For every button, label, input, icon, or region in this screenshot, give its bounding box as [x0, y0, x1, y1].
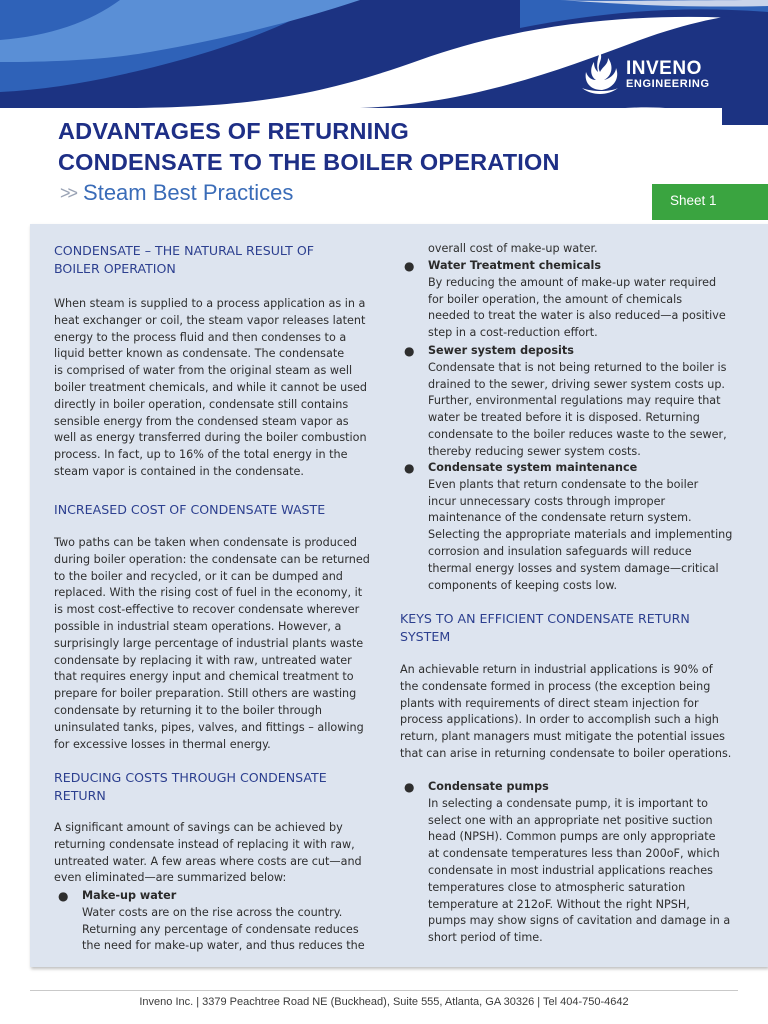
heading-line: KEYS TO AN EFFICIENT CONDENSATE RETURN	[400, 611, 690, 626]
text-line: return, plant managers must mitigate the potential issues	[400, 730, 725, 744]
text-line: condensate by returning it to the boiler through	[54, 703, 322, 717]
text-line: Selecting the appropriate materials and implementing	[428, 528, 733, 542]
list-item-make-up-water	[54, 888, 396, 955]
text-line: Water costs are on the rise across the country.	[82, 905, 343, 919]
text-line: surprisingly large percentage of industrial plants waste	[54, 636, 364, 650]
text-line: liquid better known as condensate. The condensate	[54, 347, 345, 361]
chevron-right-double-icon: >>	[60, 182, 76, 203]
heading-line: BOILER OPERATION	[54, 261, 176, 276]
text-line: directly in boiler operation, condensate still contains	[54, 397, 349, 411]
text-line: temperatures close to atmospheric saturation	[428, 880, 686, 894]
section-heading-condensate	[54, 242, 314, 278]
text-line: the condensate formed in process (the exception being	[400, 679, 711, 693]
text-line: during boiler operation: the condensate can be returned	[54, 552, 370, 566]
bullet-icon: ●	[404, 344, 415, 358]
bullet-icon: ●	[404, 259, 415, 273]
text-line: that can arise in returning condensate to boiler operations.	[400, 746, 732, 760]
text-line: overall cost of make-up water.	[428, 242, 598, 255]
text-line: heat exchanger or coil, the steam vapor releases latent	[54, 313, 366, 327]
text-line: Two paths can be taken when condensate is produced	[54, 536, 357, 549]
text-line: short period of time.	[428, 931, 543, 945]
text-line: possible in industrial steam operations. However, a	[54, 619, 342, 633]
paragraph-reducing-costs	[54, 820, 396, 887]
text-line: untreated water. A few areas where costs are cut—and	[54, 854, 362, 868]
text-line: In selecting a condensate pump, it is important to	[428, 796, 709, 810]
bullet-icon: ●	[404, 780, 415, 794]
inveno-logo	[578, 50, 710, 98]
subtitle	[60, 180, 293, 206]
text-line: steam vapor is contained in the condensate.	[54, 464, 304, 478]
sheet-number-badge: Sheet 1	[652, 184, 768, 220]
text-line: uninsulated tanks, pipes, valves, and fittings – allowing	[54, 720, 364, 734]
text-line: at condensate temperatures less than 200oF, which	[428, 847, 720, 861]
text-line: condensate to the boiler reduces waste to the sewer,	[428, 427, 727, 441]
footer-contact: Inveno Inc. | 3379 Peachtree Road NE (Buckhead), Suite 555, Atlanta, GA 30326 | Tel 404-750-4642	[139, 996, 629, 1008]
heading-line: CONDENSATE – THE NATURAL RESULT OF	[54, 243, 315, 258]
text-line: An achievable return in industrial applications is 90% of	[400, 663, 713, 676]
text-line: returning condensate instead of replacing it with raw,	[54, 837, 355, 851]
text-line: maintenance of the condensate return system.	[428, 511, 692, 525]
text-line: process. In fact, up to 16% of the total energy in the	[54, 448, 348, 462]
text-line: incur unnecessary costs through improper	[428, 494, 666, 508]
bullet-title: Condensate pumps	[428, 780, 549, 793]
text-line: replaced. With the rising cost of fuel in the economy, it	[54, 586, 363, 600]
content-panel	[30, 224, 768, 967]
heading-line: SYSTEM	[400, 629, 451, 644]
text-line: the need for make-up water, and thus reduces the	[82, 939, 365, 953]
text-line: sensible energy from the condensed steam vapor as	[54, 414, 349, 428]
list-item-make-up-water-continued	[400, 241, 742, 258]
text-line: process applications). In order to accomplish such a high	[400, 713, 719, 727]
section-heading-waste: INCREASED COST OF CONDENSATE WASTE	[54, 502, 326, 517]
text-line: energy to the process fluid and then condenses to a	[54, 330, 347, 344]
logo-name: INVENO	[626, 57, 702, 79]
text-line: drained to the sewer, driving sewer system costs up.	[428, 377, 725, 391]
paragraph-condensate	[54, 296, 396, 481]
section-heading-keys	[400, 610, 690, 646]
text-line: that requires energy input and chemical treatment to	[54, 670, 354, 684]
logo-tagline: ENGINEERING	[626, 77, 710, 90]
bullet-icon: ●	[404, 461, 415, 475]
section-heading-reducing-costs	[54, 769, 327, 805]
heading-line: RETURN	[54, 788, 106, 803]
text-line: step in a cost-reduction effort.	[428, 326, 598, 340]
text-line: is most cost-effective to recover condensate wherever	[54, 603, 360, 617]
bullet-title: Water Treatment chemicals	[428, 259, 602, 272]
list-item-water-treatment	[400, 258, 742, 342]
paragraph-waste	[54, 535, 396, 753]
heading-line: REDUCING COSTS THROUGH CONDENSATE	[54, 770, 327, 785]
list-item-condensate-maintenance	[400, 460, 742, 594]
page-title	[58, 116, 560, 178]
text-line: water be treated before it is disposed. Returning	[428, 411, 700, 425]
title-panel-corner-graphic	[600, 108, 768, 188]
text-line: head (NPSH). Common pumps are only appropriate	[428, 830, 716, 844]
text-line: Even plants that return condensate to the boiler	[428, 477, 699, 491]
bullet-title: Make-up water	[82, 889, 177, 902]
text-line: for boiler operation, the amount of chemicals	[428, 292, 683, 306]
text-line: even eliminated—are summarized below:	[54, 871, 287, 885]
page-title-line-2: CONDENSATE TO THE BOILER OPERATION	[58, 149, 560, 175]
text-line: thereby reducing sewer system costs.	[428, 444, 641, 458]
list-item-condensate-pumps	[400, 779, 742, 947]
text-line: When steam is supplied to a process application as in a	[54, 297, 366, 310]
text-line: By reducing the amount of make-up water required	[428, 275, 717, 289]
text-line: Further, environmental regulations may require that	[428, 394, 721, 408]
text-line: condensate by replacing it with raw, untreated water	[54, 653, 352, 667]
text-line: condensate in most industrial applications reaches	[428, 863, 713, 877]
text-line: to the boiler and recycled, or it can be dumped and	[54, 569, 343, 583]
footer-divider	[30, 990, 738, 991]
text-line: pumps may show signs of cavitation and damage in a	[428, 914, 731, 928]
bullet-icon: ●	[58, 889, 69, 903]
text-line: plants with requirements of direct steam injection for	[400, 696, 699, 710]
text-line: thermal energy losses and system damage—critical	[428, 561, 719, 575]
text-line: well as energy transferred during the boiler combustion	[54, 431, 367, 445]
paragraph-keys	[400, 662, 742, 763]
text-line: corrosion and insulation safeguards will reduce	[428, 544, 692, 558]
list-item-sewer-system	[400, 343, 742, 461]
text-line: Condensate that is not being returned to the boiler is	[428, 360, 727, 374]
subtitle-text: Steam Best Practices	[83, 180, 294, 205]
text-line: boiler treatment chemicals, and while it cannot be used	[54, 380, 368, 394]
flame-logo-icon	[578, 50, 622, 98]
bullet-title: Sewer system deposits	[428, 344, 574, 357]
text-line: needed to treat the water is also reduced—a positive	[428, 309, 726, 323]
bullet-title: Condensate system maintenance	[428, 461, 638, 474]
text-line: A significant amount of savings can be achieved by	[54, 821, 343, 834]
text-line: components of keeping costs low.	[428, 578, 618, 592]
text-line: for excessive losses in thermal energy.	[54, 737, 271, 751]
page-title-line-1: ADVANTAGES OF RETURNING	[58, 118, 410, 144]
text-line: temperature at 212oF. Without the right NPSH,	[428, 897, 690, 911]
text-line: Returning any percentage of condensate reduces	[82, 922, 359, 936]
text-line: select one with an appropriate net positive suction	[428, 813, 713, 827]
text-line: is comprised of water from the original steam as well	[54, 364, 353, 378]
text-line: prepare for boiler preparation. Still others are wasting	[54, 687, 357, 701]
